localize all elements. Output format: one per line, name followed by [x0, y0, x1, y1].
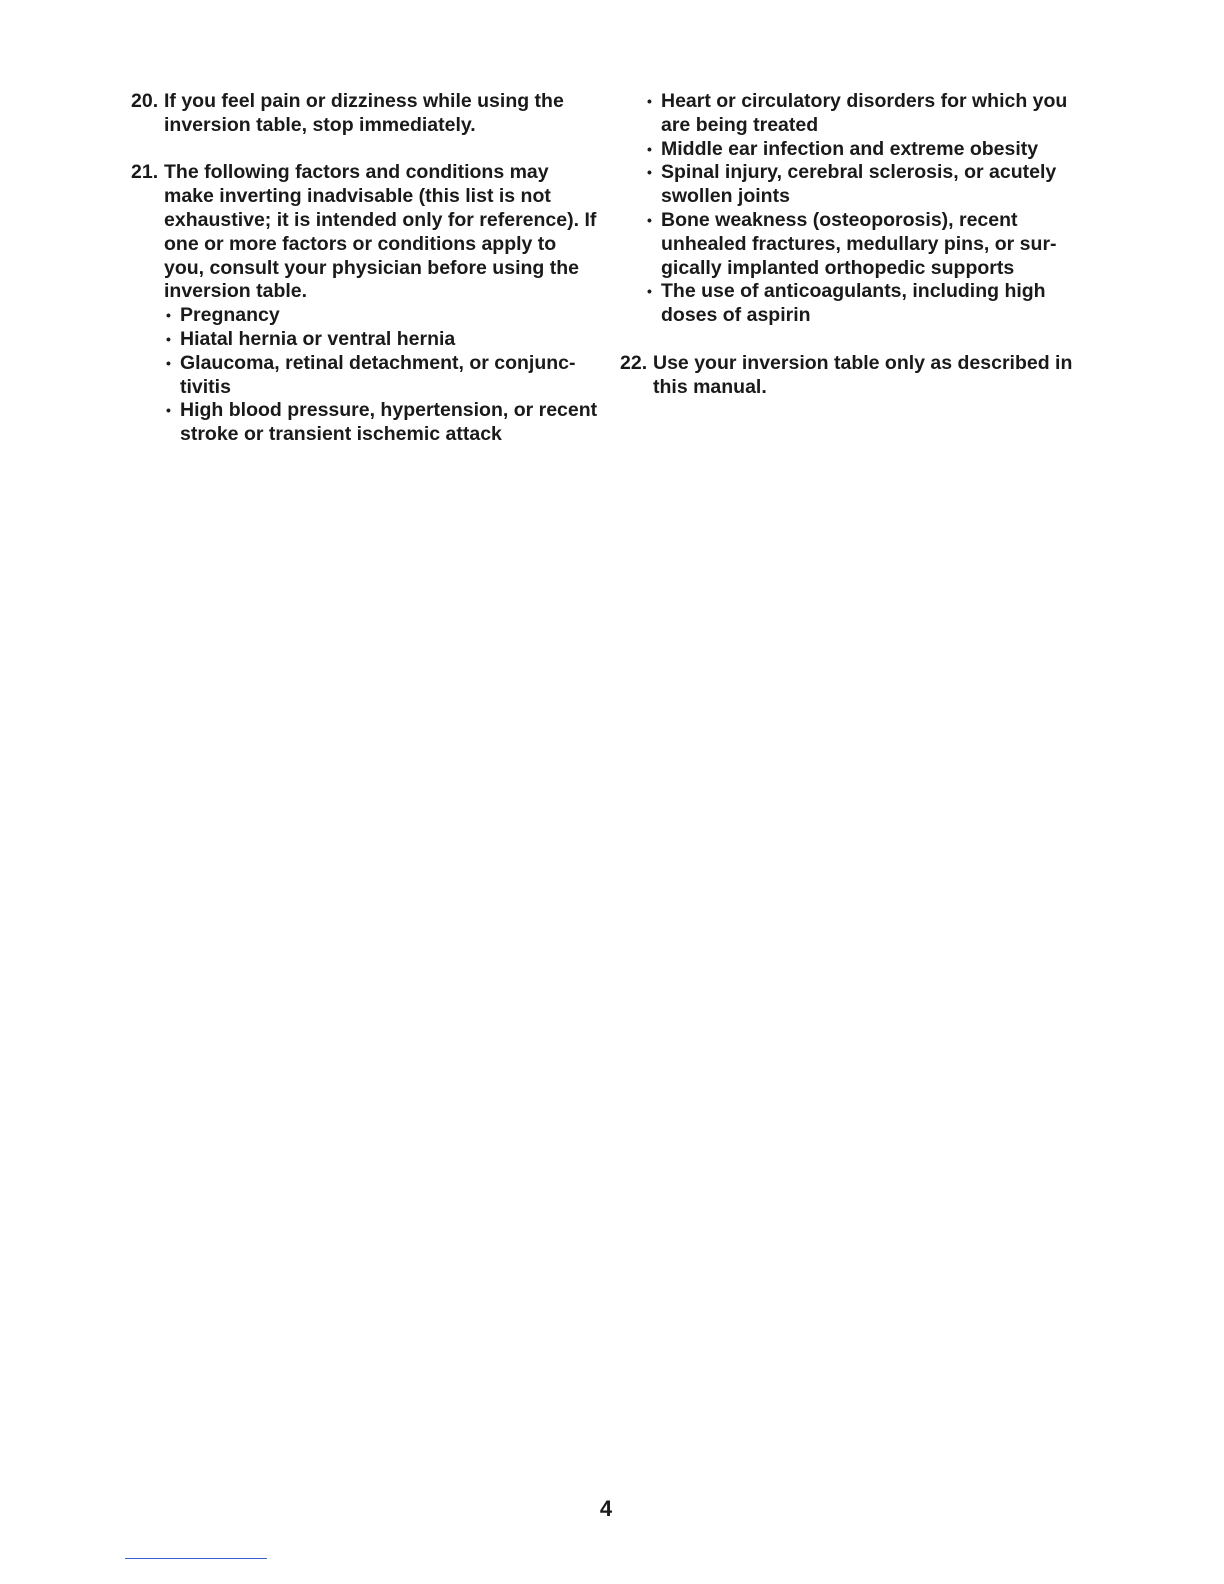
bullet-pregnancy: • Pregnancy: [166, 304, 601, 328]
item-21-bullet-list-continued: [647, 90, 1090, 328]
bullet-spinal-injury: • Spinal injury, cerebral sclerosis, or acutely swollen joints: [647, 161, 1090, 209]
item-20-text: If you feel pain or dizziness while using the inversion table, stop immediately.: [164, 90, 564, 136]
item-20-number: 20.: [131, 90, 159, 112]
item-21-text: The following factors and conditions may make inverting inadvisable (this list is not exhaustive; it is intended only for reference). If one or more factors or conditions apply to you, consult your physician before using the inversion table.: [164, 161, 597, 303]
left-column: [131, 90, 601, 471]
bullet-middle-ear: • Middle ear infection and extreme obesity: [647, 138, 1090, 162]
item-21-bullet-list: [166, 304, 601, 447]
item-21: [131, 161, 601, 447]
bullet-glaucoma: • Glaucoma, retinal detachment, or conjunc-tivitis: [166, 352, 601, 400]
item-22-number: 22.: [620, 351, 648, 374]
bullet-blood-pressure: • High blood pressure, hypertension, or recent stroke or transient ischemic attack: [166, 399, 601, 447]
item-20: [131, 90, 601, 138]
page-number: 4: [599, 1496, 613, 1521]
item-22: [620, 352, 1090, 400]
item-22-text: Use your inversion table only as described in this manual.: [653, 351, 1073, 398]
bullet-anticoagulants: • The use of anticoagulants, including high doses of aspirin: [647, 280, 1090, 328]
bullet-heart-disorders: • Heart or circulatory disorders for which you are being treated: [647, 90, 1090, 138]
bullet-bone-weakness: • Bone weakness (osteoporosis), recent unhealed fractures, medullary pins, or sur-gically implanted orthopedic supports: [647, 209, 1090, 280]
footer-rule: [125, 1558, 267, 1559]
item-21-number: 21.: [131, 161, 159, 184]
right-column: [620, 90, 1090, 423]
bullet-hernia: • Hiatal hernia or ventral hernia: [166, 328, 601, 352]
